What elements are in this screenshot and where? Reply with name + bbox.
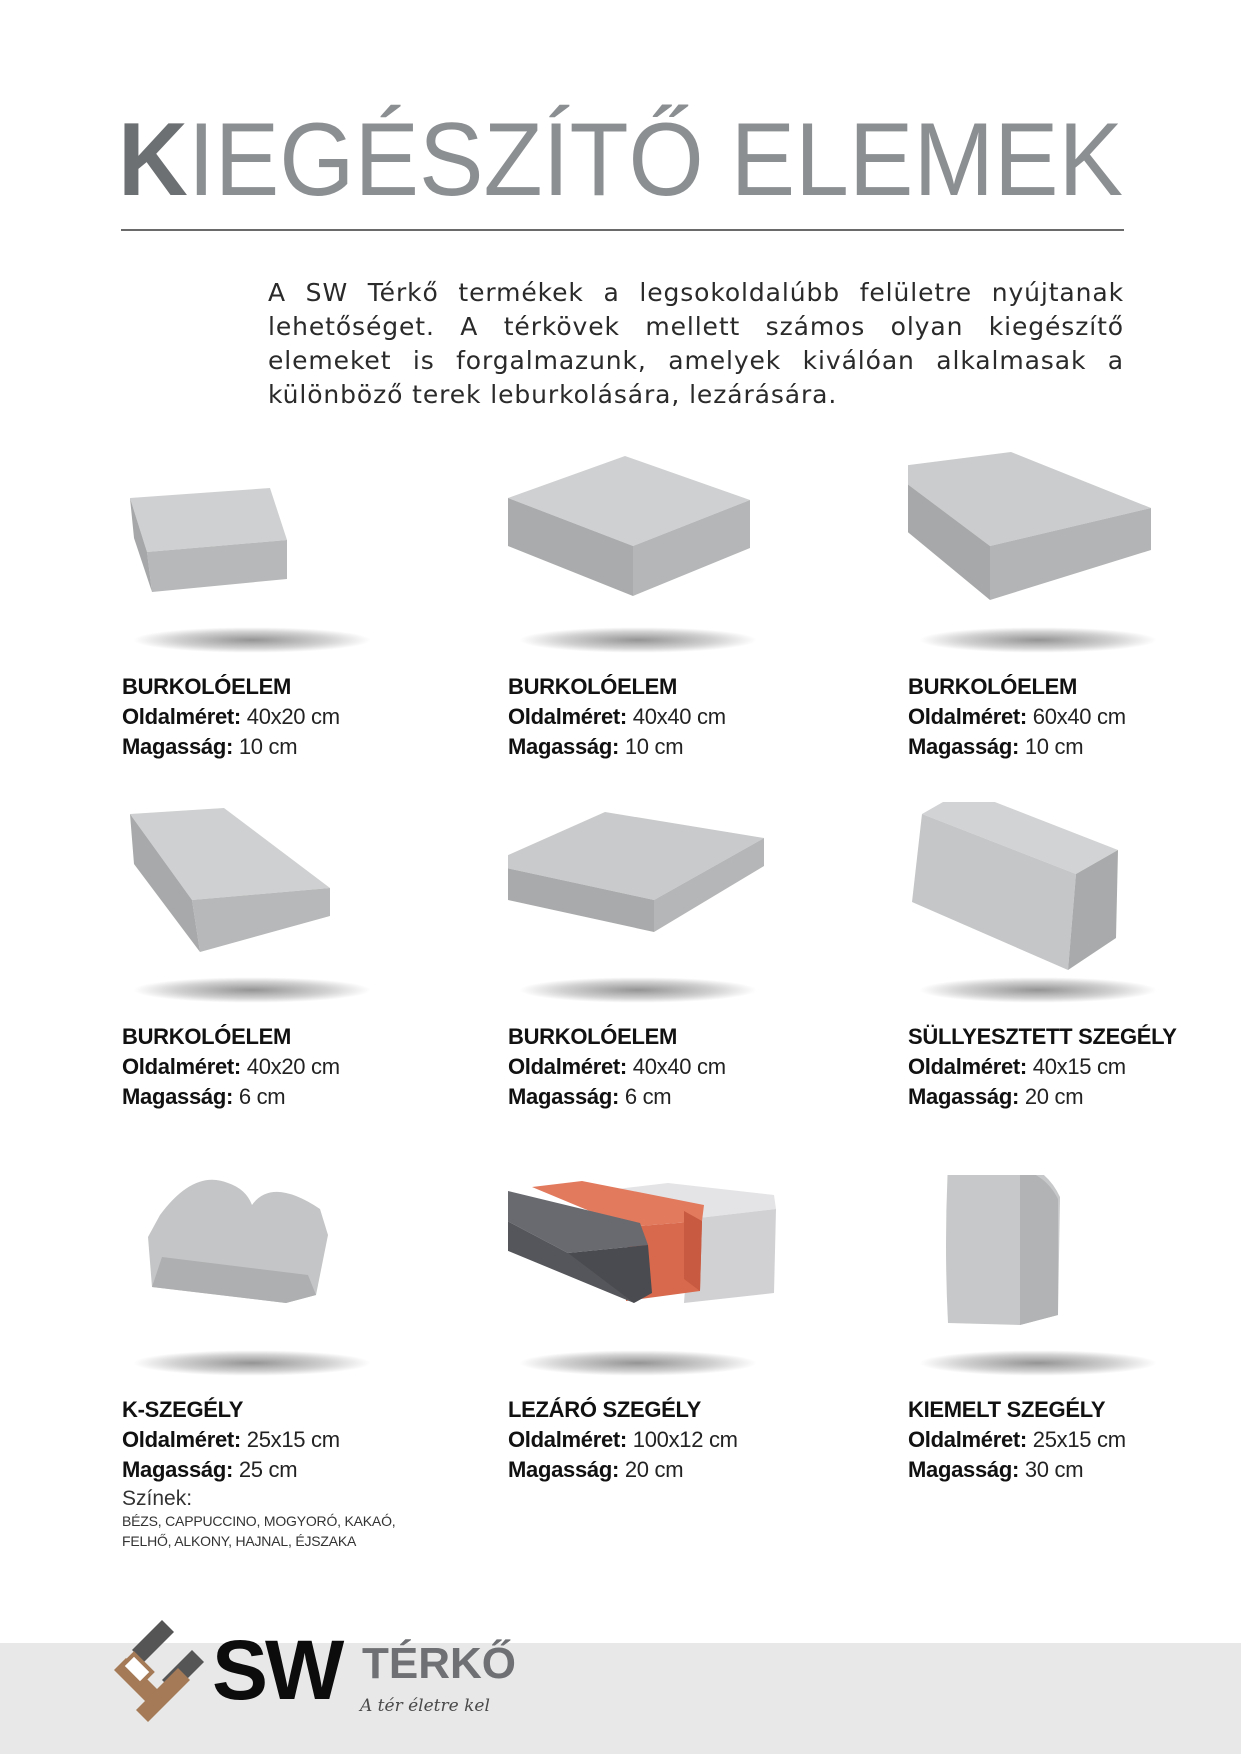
product-name: BURKOLÓELEM	[908, 674, 1078, 699]
product-image	[508, 452, 868, 667]
product-name: SÜLLYESZTETT SZEGÉLY	[908, 1024, 1177, 1049]
product-height: Magasság: 10 cm	[908, 734, 1084, 759]
product-name: BURKOLÓELEM	[508, 1024, 678, 1049]
logo-mark-icon	[112, 1600, 222, 1740]
product-size: Oldalméret: 40x20 cm	[122, 1054, 340, 1079]
page-title	[118, 102, 1124, 218]
colors-label: Színek:	[122, 1487, 193, 1510]
product-height: Magasság: 6 cm	[122, 1084, 286, 1109]
product-size: Oldalméret: 40x20 cm	[122, 704, 340, 729]
product-shadow	[518, 627, 758, 653]
page-title-rest: IEGÉSZÍTŐ ELEMEK	[187, 102, 1124, 218]
product-height: Magasság: 20 cm	[508, 1457, 684, 1482]
product-card	[508, 1175, 868, 1505]
product-height: Magasság: 6 cm	[508, 1084, 672, 1109]
page-title-initial: K	[118, 102, 188, 218]
product-name: BURKOLÓELEM	[122, 674, 292, 699]
logo-text-brand: TÉRKŐ	[362, 1639, 516, 1688]
product-shadow	[518, 977, 758, 1003]
product-height: Magasság: 20 cm	[908, 1084, 1084, 1109]
product-card	[508, 452, 868, 782]
product-height: Magasság: 10 cm	[122, 734, 298, 759]
product-image	[908, 452, 1241, 667]
product-height: Magasság: 25 cm	[122, 1457, 298, 1482]
product-shadow	[518, 1350, 758, 1376]
product-size: Oldalméret: 40x15 cm	[908, 1054, 1126, 1079]
product-size: Oldalméret: 60x40 cm	[908, 704, 1126, 729]
product-shadow	[918, 627, 1158, 653]
logo-text-main: SW	[212, 1623, 342, 1717]
product-size: Oldalméret: 40x40 cm	[508, 704, 726, 729]
product-size: Oldalméret: 25x15 cm	[122, 1427, 340, 1452]
product-shadow	[132, 1350, 372, 1376]
product-name: BURKOLÓELEM	[122, 1024, 292, 1049]
product-card	[908, 802, 1241, 1132]
product-name: LEZÁRÓ SZEGÉLY	[508, 1397, 702, 1422]
company-logo	[112, 1600, 516, 1740]
product-name: KIEMELT SZEGÉLY	[908, 1397, 1106, 1422]
product-image	[908, 802, 1241, 1017]
product-card	[508, 802, 868, 1132]
product-shadow	[918, 1350, 1158, 1376]
product-image	[122, 1175, 482, 1390]
product-image	[508, 1175, 868, 1390]
intro-paragraph: A SW Térkő termékek a legsokoldalúbb felületre nyújtanak lehetőséget. A térkövek mellett számos olyan kiegészítő elemeket is forgalmazunk, amelyek kiválóan alkalmasak a különböző terek leburkolására, lezárására.	[268, 278, 1124, 409]
product-shadow	[918, 977, 1158, 1003]
product-image	[508, 802, 868, 1017]
product-card	[908, 452, 1241, 782]
product-card	[122, 802, 482, 1132]
product-image	[122, 452, 482, 667]
product-shadow	[132, 627, 372, 653]
product-image	[122, 802, 482, 1017]
product-size: Oldalméret: 25x15 cm	[908, 1427, 1126, 1452]
product-shadow	[132, 977, 372, 1003]
colors-list: BÉZS, CAPPUCCINO, MOGYORÓ, KAKAÓ, FELHŐ, ALKONY, HAJNAL, ÉJSZAKA	[122, 1513, 396, 1549]
product-name: BURKOLÓELEM	[508, 674, 678, 699]
product-height: Magasság: 30 cm	[908, 1457, 1084, 1482]
product-card	[908, 1175, 1241, 1505]
product-size: Oldalméret: 40x40 cm	[508, 1054, 726, 1079]
product-size: Oldalméret: 100x12 cm	[508, 1427, 738, 1452]
product-card	[122, 452, 482, 782]
product-image	[908, 1175, 1241, 1390]
product-name: K-SZEGÉLY	[122, 1397, 244, 1422]
logo-slogan: A tér életre kel	[360, 1696, 490, 1716]
product-card	[122, 1175, 482, 1575]
product-height: Magasság: 10 cm	[508, 734, 684, 759]
title-divider	[121, 229, 1124, 231]
